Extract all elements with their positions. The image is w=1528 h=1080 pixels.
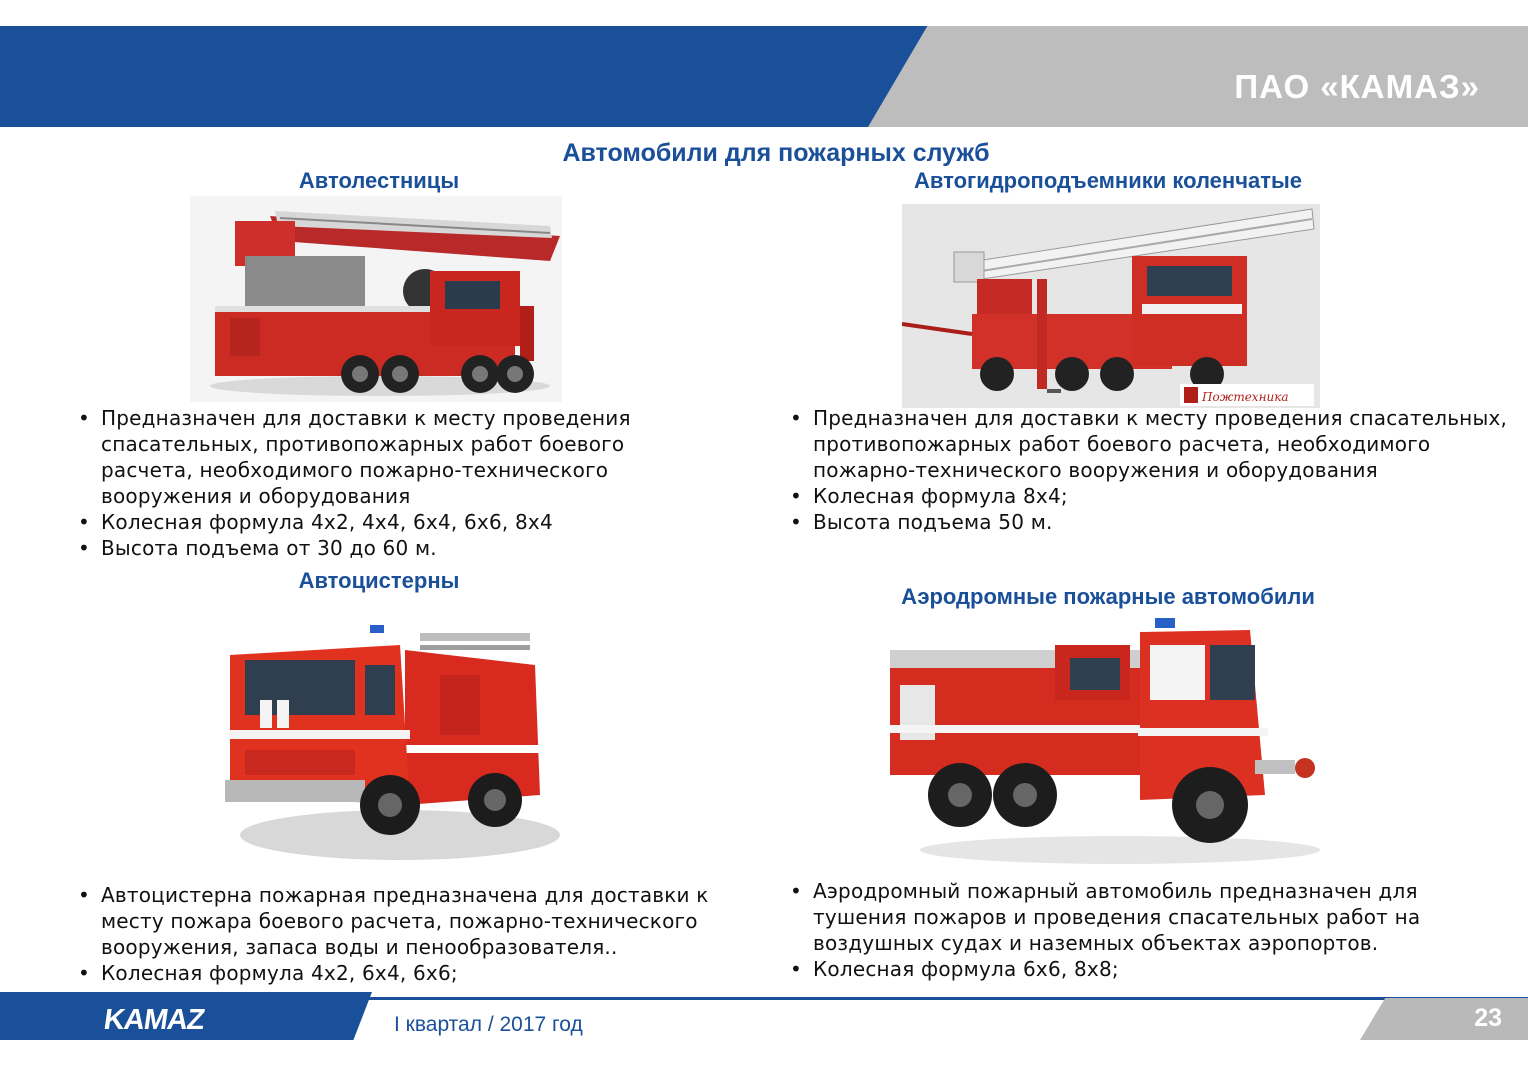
- section-title-ladders: Автолестницы: [298, 168, 460, 193]
- pozhtekhnika-logo-text: Пожтехника: [1202, 390, 1289, 404]
- list-item: • Колесная формула 4х2, 6х4, 6х6;: [78, 960, 768, 986]
- section-title-tankers: Автоцистерны: [298, 568, 460, 593]
- header-blue-band: [0, 26, 928, 127]
- list-item: • Аэродромный пожарный автомобиль предназначен для тушения пожаров и проведения спасательных работ на воздушных судах и наземных объектах аэропортов.: [790, 878, 1510, 956]
- ladder-truck-image: [190, 196, 562, 402]
- list-item: • Предназначен для доставки к месту проведения спасательных, противопожарных работ боевого расчета, необходимого пожарно-технического вооружения и оборудования: [78, 405, 698, 509]
- company-name: ПАО «КАМАЗ»: [1234, 68, 1480, 105]
- section-title-lifts: Автогидроподъемники коленчатые: [913, 168, 1303, 193]
- list-item: • Колесная формула 6х6, 8х8;: [790, 956, 1510, 982]
- footer-gray-band: [1360, 998, 1528, 1040]
- airport-bullet-list: [790, 878, 1510, 982]
- list-item: • Высота подъема от 30 до 60 м.: [78, 535, 698, 561]
- list-item: • Высота подъема 50 м.: [790, 509, 1510, 535]
- list-item: • Предназначен для доставки к месту проведения спасательных, противопожарных работ боевого расчета, необходимого пожарно-технического вооружения и оборудования: [790, 405, 1510, 483]
- report-period: I квартал / 2017 год: [394, 1013, 583, 1036]
- airport-fire-truck-image: [880, 610, 1340, 870]
- section-title-airport: Аэродромные пожарные автомобили: [901, 584, 1315, 609]
- aerial-lift-truck-image: [902, 204, 1320, 408]
- page-title: Автомобили для пожарных служб: [562, 139, 990, 167]
- list-item: • Автоцистерна пожарная предназначена для доставки к месту пожара боевого расчета, пожарно-технического вооружения, запаса воды и пенообразователя..: [78, 882, 768, 960]
- page-number: 23: [1474, 1004, 1502, 1032]
- list-item: • Колесная формула 8х4;: [790, 483, 1510, 509]
- lifts-bullet-list: [790, 405, 1510, 535]
- tankers-bullet-list: [78, 882, 768, 986]
- tanker-truck-image: [205, 605, 565, 875]
- list-item: • Колесная формула 4х2, 4х4, 6х4, 6х6, 8х4: [78, 509, 698, 535]
- ladders-bullet-list: [78, 405, 698, 561]
- kamaz-logo: KAMAZ: [101, 1004, 207, 1036]
